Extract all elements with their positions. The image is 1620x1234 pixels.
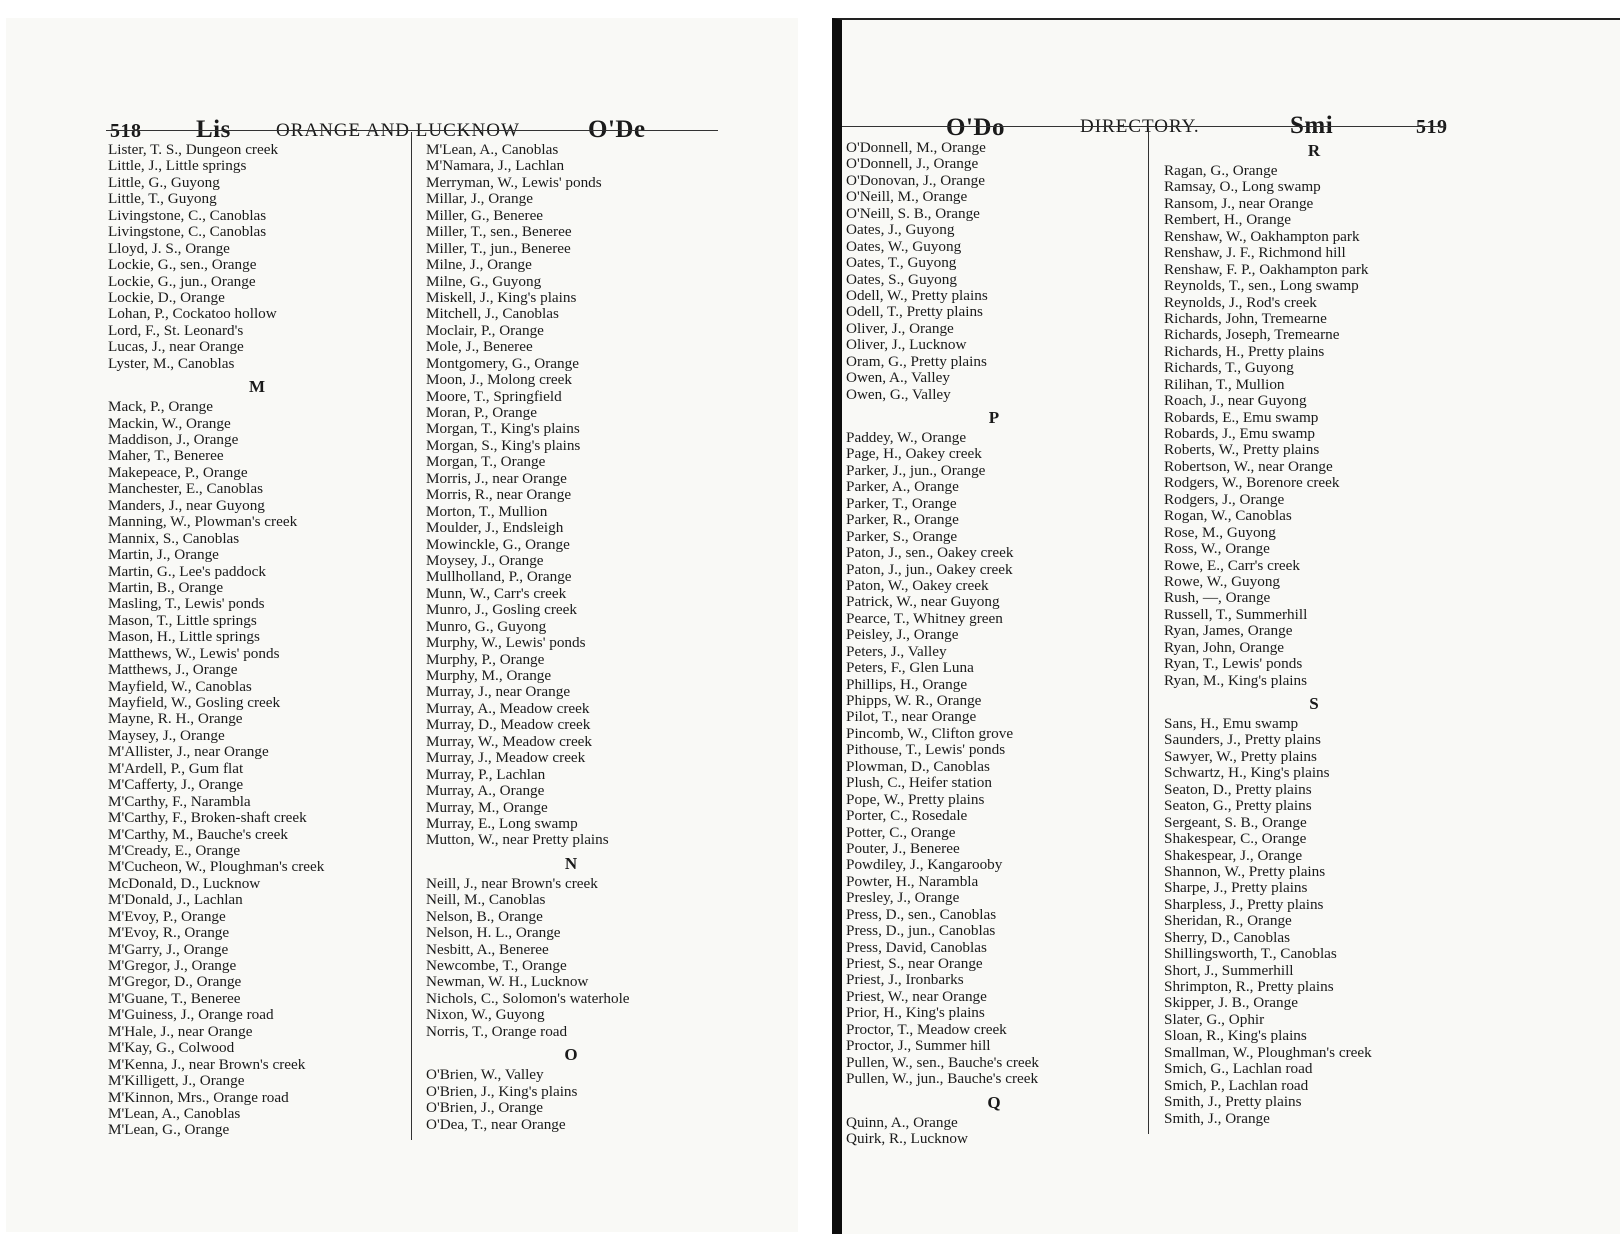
directory-entry: Newman, W. H., Lucknow: [426, 973, 589, 991]
directory-entry: Mole, J., Beneree: [426, 338, 533, 356]
directory-entry: M'Kenna, J., near Brown's creek: [108, 1055, 306, 1073]
directory-entry: Oliver, J., Orange: [846, 319, 954, 337]
directory-entry: M'Killigett, J., Orange: [108, 1072, 245, 1090]
directory-entry: Matthews, W., Lewis' ponds: [108, 644, 280, 662]
directory-entry: Richards, John, Tremearne: [1164, 309, 1327, 327]
directory-entry: Renshaw, W., Oakhampton park: [1164, 227, 1360, 245]
directory-entry: Mayne, R. H., Orange: [108, 710, 243, 728]
directory-entry: Smich, G., Lachlan road: [1164, 1060, 1313, 1078]
directory-entry: Oates, J., Guyong: [846, 221, 955, 239]
directory-entry: Murray, P., Lachlan: [426, 765, 546, 783]
directory-entry: Ryan, M., King's plains: [1164, 671, 1308, 689]
directory-entry: Neill, M., Canoblas: [426, 891, 546, 909]
directory-entry: M'Lean, A., Canoblas: [108, 1104, 241, 1122]
directory-entry: Oram, G., Pretty plains: [846, 352, 987, 370]
directory-entry: Millar, J., Orange: [426, 190, 533, 208]
directory-entry: Oates, T., Guyong: [846, 254, 957, 272]
directory-entry: Murray, A., Meadow creek: [426, 699, 590, 717]
directory-entry: Mitchell, J., Canoblas: [426, 305, 559, 323]
directory-entry: Maher, T., Beneree: [108, 447, 224, 465]
directory-entry: Parker, R., Orange: [846, 511, 959, 529]
guide-word-left: Lis: [196, 116, 231, 143]
directory-entry: Sloan, R., King's plains: [1164, 1027, 1307, 1045]
right-column-2: [1164, 136, 1464, 1127]
directory-entry: O'Brien, W., Valley: [426, 1066, 544, 1084]
directory-entry: O'Neill, M., Orange: [846, 188, 968, 206]
directory-entry: Sheridan, R., Orange: [1164, 912, 1292, 930]
directory-entry: Nelson, H. L., Orange: [426, 924, 561, 942]
directory-entry: Seaton, D., Pretty plains: [1164, 780, 1312, 798]
directory-entry: Morris, J., near Orange: [426, 469, 567, 487]
directory-entry: Lister, T. S., Dungeon creek: [108, 141, 279, 158]
directory-entry: Presley, J., Orange: [846, 889, 960, 907]
directory-entry: Powter, H., Narambla: [846, 872, 979, 890]
directory-entry: Rowe, W., Guyong: [1164, 572, 1281, 590]
directory-entry: Slater, G., Ophir: [1164, 1010, 1265, 1028]
directory-entry: Ryan, T., Lewis' ponds: [1164, 655, 1303, 673]
directory-entry: Pincomb, W., Clifton grove: [846, 724, 1014, 742]
directory-entry: Roberts, W., Pretty plains: [1164, 441, 1320, 459]
directory-entry: Pithouse, T., Lewis' ponds: [846, 741, 1006, 759]
directory-entry: Lockie, G., jun., Orange: [108, 272, 256, 290]
directory-entry: Smich, P., Lachlan road: [1164, 1076, 1309, 1094]
directory-entry: Nixon, W., Guyong: [426, 1006, 545, 1024]
directory-entry: M'Ardell, P., Gum flat: [108, 759, 244, 777]
directory-entry: Lucas, J., near Orange: [108, 338, 244, 356]
directory-entry: Moulder, J., Endsleigh: [426, 519, 564, 537]
directory-entry: Russell, T., Summerhill: [1164, 605, 1308, 623]
directory-entry: Moore, T., Springfield: [426, 387, 562, 405]
directory-entry: Lockie, D., Orange: [108, 288, 225, 306]
directory-entry: Ramsay, O., Long swamp: [1164, 178, 1321, 196]
directory-entry: Sherry, D., Canoblas: [1164, 928, 1290, 946]
directory-entry: Murray, D., Meadow creek: [426, 716, 591, 734]
directory-entry: Morgan, T., King's plains: [426, 420, 580, 438]
directory-entry: Richards, H., Pretty plains: [1164, 342, 1325, 360]
directory-entry: Peisley, J., Orange: [846, 626, 959, 644]
directory-entry: Rush, —, Orange: [1164, 589, 1271, 607]
directory-entry: Shrimpton, R., Pretty plains: [1164, 978, 1334, 995]
directory-entry: Robards, J., Emu swamp: [1164, 425, 1316, 442]
directory-entry: Murray, A., Orange: [426, 782, 545, 800]
directory-entry: Paton, J., jun., Oakey creek: [846, 560, 1013, 578]
directory-entry: Martin, B., Orange: [108, 578, 224, 596]
directory-entry: Mullholland, P., Orange: [426, 568, 572, 586]
section-letter: N: [564, 853, 578, 873]
directory-entry: Little, J., Little springs: [108, 157, 247, 175]
directory-entry: Sharpe, J., Pretty plains: [1164, 879, 1308, 897]
directory-entry: Merryman, W., Lewis' ponds: [426, 173, 602, 191]
directory-entry: Pullen, W., sen., Bauche's creek: [846, 1053, 1039, 1071]
directory-entry: Martin, G., Lee's paddock: [108, 562, 266, 580]
directory-entry: Maddison, J., Orange: [108, 431, 239, 448]
directory-entry: Ransom, J., near Orange: [1164, 194, 1314, 212]
directory-entry: Mowinckle, G., Orange: [426, 535, 570, 553]
directory-entry: Moysey, J., Orange: [426, 551, 544, 569]
running-title: ORANGE AND LUCKNOW: [276, 120, 520, 141]
directory-entry: Page, H., Oakey creek: [846, 445, 982, 463]
directory-entry: Paton, J., sen., Oakey creek: [846, 544, 1014, 562]
directory-entry: Murray, M., Orange: [426, 798, 548, 816]
directory-entry: Murphy, M., Orange: [426, 667, 552, 684]
directory-entry: Miskell, J., King's plains: [426, 288, 577, 306]
directory-entry: Sergeant, S. B., Orange: [1164, 813, 1307, 831]
section-letter: O: [564, 1045, 578, 1065]
directory-entry: Lockie, G., sen., Orange: [108, 256, 257, 274]
directory-entry: Mason, T., Little springs: [108, 611, 257, 629]
directory-entry: Shannon, W., Pretty plains: [1164, 862, 1326, 880]
directory-entry: Mayfield, W., Gosling creek: [108, 694, 281, 711]
directory-entry: Porter, C., Rosedale: [846, 807, 968, 825]
directory-entry: Makepeace, P., Orange: [108, 463, 248, 481]
column-divider: [1148, 128, 1149, 1134]
directory-entry: O'Donnell, M., Orange: [846, 139, 986, 156]
directory-entry: Rowe, E., Carr's creek: [1164, 556, 1300, 574]
directory-entry: M'Evoy, R., Orange: [108, 924, 230, 942]
directory-entry: Rogan, W., Canoblas: [1164, 507, 1292, 525]
section-letter: S: [1309, 694, 1319, 713]
directory-entry: Mackin, W., Orange: [108, 414, 231, 432]
directory-entry: Mutton, W., near Pretty plains: [426, 831, 609, 849]
directory-entry: Pilot, T., near Orange: [846, 708, 977, 726]
directory-entry: Moclair, P., Orange: [426, 321, 544, 339]
directory-entry: Odell, W., Pretty plains: [846, 286, 988, 304]
directory-entry: Lyster, M., Canoblas: [108, 354, 235, 372]
directory-entry: Martin, J., Orange: [108, 546, 219, 564]
directory-entry: Priest, J., Ironbarks: [846, 971, 964, 989]
directory-entry: Robards, E., Emu swamp: [1164, 408, 1319, 426]
directory-entry: Little, G., Guyong: [108, 173, 220, 191]
directory-entry: Shakespear, C., Orange: [1164, 830, 1307, 848]
directory-entry: Montgomery, G., Orange: [426, 354, 579, 372]
directory-entry: M'Carthy, M., Bauche's creek: [108, 825, 288, 843]
left-column-1: [108, 142, 406, 1139]
directory-entry: Morris, R., near Orange: [426, 486, 572, 504]
directory-entry: Rose, M., Guyong: [1164, 523, 1276, 541]
directory-entry: Matthews, J., Orange: [108, 661, 238, 679]
directory-entry: Short, J., Summerhill: [1164, 961, 1294, 979]
directory-entry: Odell, T., Pretty plains: [846, 303, 983, 321]
directory-entry: Renshaw, J. F., Richmond hill: [1164, 244, 1346, 262]
directory-entry: M'Namara, J., Lachlan: [426, 157, 565, 175]
directory-entry: Mayfield, W., Canoblas: [108, 677, 252, 695]
directory-entry: Mannix, S., Canoblas: [108, 529, 240, 547]
directory-entry: Powdiley, J., Kangarooby: [846, 856, 1003, 874]
page-number: 519: [1416, 116, 1448, 138]
right-page-header: [842, 100, 1620, 140]
directory-entry: M'Cucheon, W., Ploughman's creek: [108, 858, 325, 876]
directory-entry: M'Lean, G., Orange: [108, 1121, 230, 1139]
directory-entry: Ryan, John, Orange: [1164, 638, 1285, 656]
directory-entry: Owen, G., Valley: [846, 385, 951, 403]
directory-entry: M'Kinnon, Mrs., Orange road: [108, 1088, 289, 1106]
directory-entry: Oates, S., Guyong: [846, 270, 957, 288]
directory-entry: Proctor, J., Summer hill: [846, 1037, 991, 1055]
right-column-1: [846, 140, 1142, 1147]
directory-entry: Livingstone, C., Canoblas: [108, 206, 267, 224]
directory-entry: Schwartz, H., King's plains: [1164, 764, 1330, 782]
directory-entry: O'Brien, J., King's plains: [426, 1082, 578, 1100]
directory-entry: Oates, W., Guyong: [846, 237, 962, 255]
directory-entry: Patrick, W., near Guyong: [846, 593, 1000, 611]
directory-entry: Lord, F., St. Leonard's: [108, 321, 244, 339]
guide-word-right: Smi: [1290, 112, 1334, 139]
right-page: [832, 18, 1620, 1234]
directory-entry: Press, D., sen., Canoblas: [846, 905, 997, 923]
directory-entry: Nelson, B., Orange: [426, 907, 543, 925]
left-page-header: [6, 98, 798, 143]
directory-entry: Rodgers, W., Borenore creek: [1164, 474, 1340, 492]
directory-entry: O'Donnell, J., Orange: [846, 155, 979, 173]
directory-entry: Parker, J., jun., Orange: [846, 461, 986, 479]
directory-entry: O'Dea, T., near Orange: [426, 1115, 566, 1133]
directory-entry: M'Evoy, P., Orange: [108, 907, 226, 925]
header-rule: [842, 126, 1446, 127]
directory-entry: M'Gregor, J., Orange: [108, 957, 237, 974]
directory-entry: Maysey, J., Orange: [108, 726, 225, 744]
directory-entry: Manchester, E., Canoblas: [108, 480, 264, 498]
directory-entry: Shillingsworth, T., Canoblas: [1164, 945, 1337, 963]
directory-entry: Rodgers, J., Orange: [1164, 490, 1285, 508]
running-title: DIRECTORY.: [1080, 116, 1200, 137]
directory-entry: Robertson, W., near Orange: [1164, 457, 1333, 475]
section-letter: P: [988, 408, 1000, 427]
directory-entry: Munro, J., Gosling creek: [426, 601, 578, 619]
directory-entry: Parker, T., Orange: [846, 494, 957, 512]
section-letter: R: [1307, 141, 1321, 160]
directory-entry: Seaton, G., Pretty plains: [1164, 797, 1312, 815]
directory-entry: M'Cready, E., Orange: [108, 841, 241, 859]
directory-entry: Priest, W., near Orange: [846, 987, 987, 1005]
directory-entry: Manning, W., Plowman's creek: [108, 513, 298, 531]
directory-entry: Skipper, J. B., Orange: [1164, 994, 1298, 1012]
directory-entry: Ragan, G., Orange: [1164, 162, 1278, 179]
directory-entry: M'Allister, J., near Orange: [108, 743, 269, 761]
directory-entry: Proctor, T., Meadow creek: [846, 1020, 1007, 1038]
directory-entry: Moon, J., Molong creek: [426, 371, 572, 389]
section-letter: M: [248, 377, 266, 397]
directory-entry: Phillips, H., Orange: [846, 675, 968, 693]
directory-entry: Smallman, W., Ploughman's creek: [1164, 1043, 1372, 1061]
directory-entry: M'Carthy, F., Narambla: [108, 792, 251, 810]
directory-entry: M'Guiness, J., Orange road: [108, 1006, 274, 1024]
directory-entry: Quirk, R., Lucknow: [846, 1129, 968, 1147]
directory-entry: Richards, Joseph, Tremearne: [1164, 326, 1340, 344]
directory-entry: Potter, C., Orange: [846, 823, 956, 841]
directory-entry: M'Carthy, F., Broken-shaft creek: [108, 809, 307, 827]
directory-entry: Nesbitt, A., Beneree: [426, 940, 549, 958]
directory-entry: Little, T., Guyong: [108, 190, 217, 208]
directory-entry: Rembert, H., Orange: [1164, 211, 1291, 229]
directory-entry: M'Garry, J., Orange: [108, 940, 229, 958]
directory-entry: Morton, T., Mullion: [426, 502, 548, 520]
directory-entry: Sharpless, J., Pretty plains: [1164, 895, 1324, 913]
directory-entry: Murphy, W., Lewis' ponds: [426, 634, 586, 652]
directory-entry: Nichols, C., Solomon's waterhole: [426, 989, 630, 1007]
directory-entry: McDonald, D., Lucknow: [108, 874, 261, 892]
column-divider: [411, 132, 412, 1140]
directory-entry: Masling, T., Lewis' ponds: [108, 595, 265, 613]
guide-word-right: O'De: [588, 116, 646, 143]
directory-entry: M'Cafferty, J., Orange: [108, 776, 244, 794]
directory-entry: Press, D., jun., Canoblas: [846, 922, 996, 940]
directory-entry: Lloyd, J. S., Orange: [108, 239, 230, 257]
directory-entry: Ryan, James, Orange: [1164, 622, 1293, 640]
directory-entry: Pope, W., Pretty plains: [846, 790, 985, 808]
directory-entry: Murray, W., Meadow creek: [426, 732, 593, 750]
directory-entry: Neill, J., near Brown's creek: [426, 874, 598, 892]
directory-entry: Ross, W., Orange: [1164, 540, 1270, 558]
directory-entry: Norris, T., Orange road: [426, 1022, 568, 1040]
directory-entry: Lohan, P., Cockatoo hollow: [108, 305, 277, 323]
directory-entry: Owen, A., Valley: [846, 369, 950, 387]
directory-entry: Livingstone, C., Canoblas: [108, 223, 267, 241]
directory-entry: M'Hale, J., near Orange: [108, 1022, 253, 1040]
directory-entry: Milne, G., Guyong: [426, 272, 542, 290]
directory-entry: Shakespear, J., Orange: [1164, 846, 1303, 864]
directory-entry: Morgan, T., Orange: [426, 453, 546, 471]
directory-entry: Priest, S., near Orange: [846, 955, 983, 972]
guide-word-left: O'Do: [946, 114, 1005, 141]
directory-entry: M'Kay, G., Colwood: [108, 1039, 235, 1057]
directory-entry: Reynolds, J., Rod's creek: [1164, 293, 1317, 311]
directory-entry: Munro, G., Guyong: [426, 617, 547, 635]
directory-entry: Roach, J., near Guyong: [1164, 392, 1307, 410]
directory-entry: Miller, T., sen., Beneree: [426, 223, 572, 241]
directory-entry: M'Lean, A., Canoblas: [426, 141, 559, 158]
directory-entry: Richards, T., Guyong: [1164, 359, 1294, 377]
directory-entry: Press, David, Canoblas: [846, 938, 987, 956]
directory-entry: Pearce, T., Whitney green: [846, 609, 1003, 627]
directory-entry: Manders, J., near Guyong: [108, 496, 265, 514]
page-number: 518: [110, 120, 142, 142]
directory-entry: Miller, T., jun., Beneree: [426, 239, 571, 257]
directory-entry: Smith, J., Pretty plains: [1164, 1093, 1302, 1111]
directory-entry: Pouter, J., Beneree: [846, 839, 960, 857]
directory-entry: Morgan, S., King's plains: [426, 436, 581, 454]
section-letter: Q: [987, 1092, 1001, 1112]
directory-entry: Saunders, J., Pretty plains: [1164, 731, 1321, 749]
directory-entry: O'Brien, J., Orange: [426, 1099, 544, 1117]
directory-entry: Reynolds, T., sen., Long swamp: [1164, 277, 1359, 295]
directory-entry: Newcombe, T., Orange: [426, 957, 567, 974]
directory-entry: Prior, H., King's plains: [846, 1004, 985, 1022]
directory-entry: Pullen, W., jun., Bauche's creek: [846, 1070, 1039, 1088]
directory-entry: O'Neill, S. B., Orange: [846, 204, 980, 222]
directory-entry: Murray, J., near Orange: [426, 683, 571, 701]
directory-entry: Murphy, P., Orange: [426, 650, 545, 668]
directory-entry: Phipps, W. R., Orange: [846, 692, 982, 709]
directory-entry: Moran, P., Orange: [426, 404, 537, 421]
header-rule: [106, 130, 718, 131]
left-page: [6, 18, 808, 1232]
directory-entry: Paton, W., Oakey creek: [846, 576, 989, 594]
directory-entry: Paddey, W., Orange: [846, 429, 967, 446]
directory-entry: Peters, J., Valley: [846, 642, 947, 660]
directory-entry: Rilihan, T., Mullion: [1164, 375, 1285, 393]
directory-entry: Peters, F., Glen Luna: [846, 659, 974, 677]
directory-entry: Mason, H., Little springs: [108, 628, 260, 646]
directory-entry: Milne, J., Orange: [426, 256, 532, 274]
directory-entry: Plowman, D., Canoblas: [846, 757, 990, 775]
directory-entry: Mack, P., Orange: [108, 398, 214, 416]
directory-entry: Plush, C., Heifer station: [846, 774, 992, 792]
directory-entry: Sans, H., Emu swamp: [1164, 715, 1299, 732]
directory-entry: O'Donovan, J., Orange: [846, 171, 985, 189]
directory-entry: Munn, W., Carr's creek: [426, 584, 567, 602]
directory-entry: Smith, J., Orange: [1164, 1109, 1270, 1127]
directory-entry: Oliver, J., Lucknow: [846, 336, 967, 354]
directory-entry: Parker, S., Orange: [846, 527, 958, 545]
directory-entry: Renshaw, F. P., Oakhampton park: [1164, 260, 1369, 278]
directory-entry: Sawyer, W., Pretty plains: [1164, 747, 1317, 765]
directory-entry: Miller, G., Beneree: [426, 206, 544, 224]
directory-entry: M'Gregor, D., Orange: [108, 973, 242, 991]
directory-entry: Quinn, A., Orange: [846, 1113, 958, 1131]
directory-entry: M'Donald, J., Lachlan: [108, 891, 243, 909]
directory-entry: Murray, J., Meadow creek: [426, 749, 586, 767]
directory-entry: Murray, E., Long swamp: [426, 814, 578, 832]
directory-entry: M'Guane, T., Beneree: [108, 989, 241, 1007]
left-column-2: [426, 142, 716, 1133]
directory-entry: Parker, A., Orange: [846, 478, 959, 496]
